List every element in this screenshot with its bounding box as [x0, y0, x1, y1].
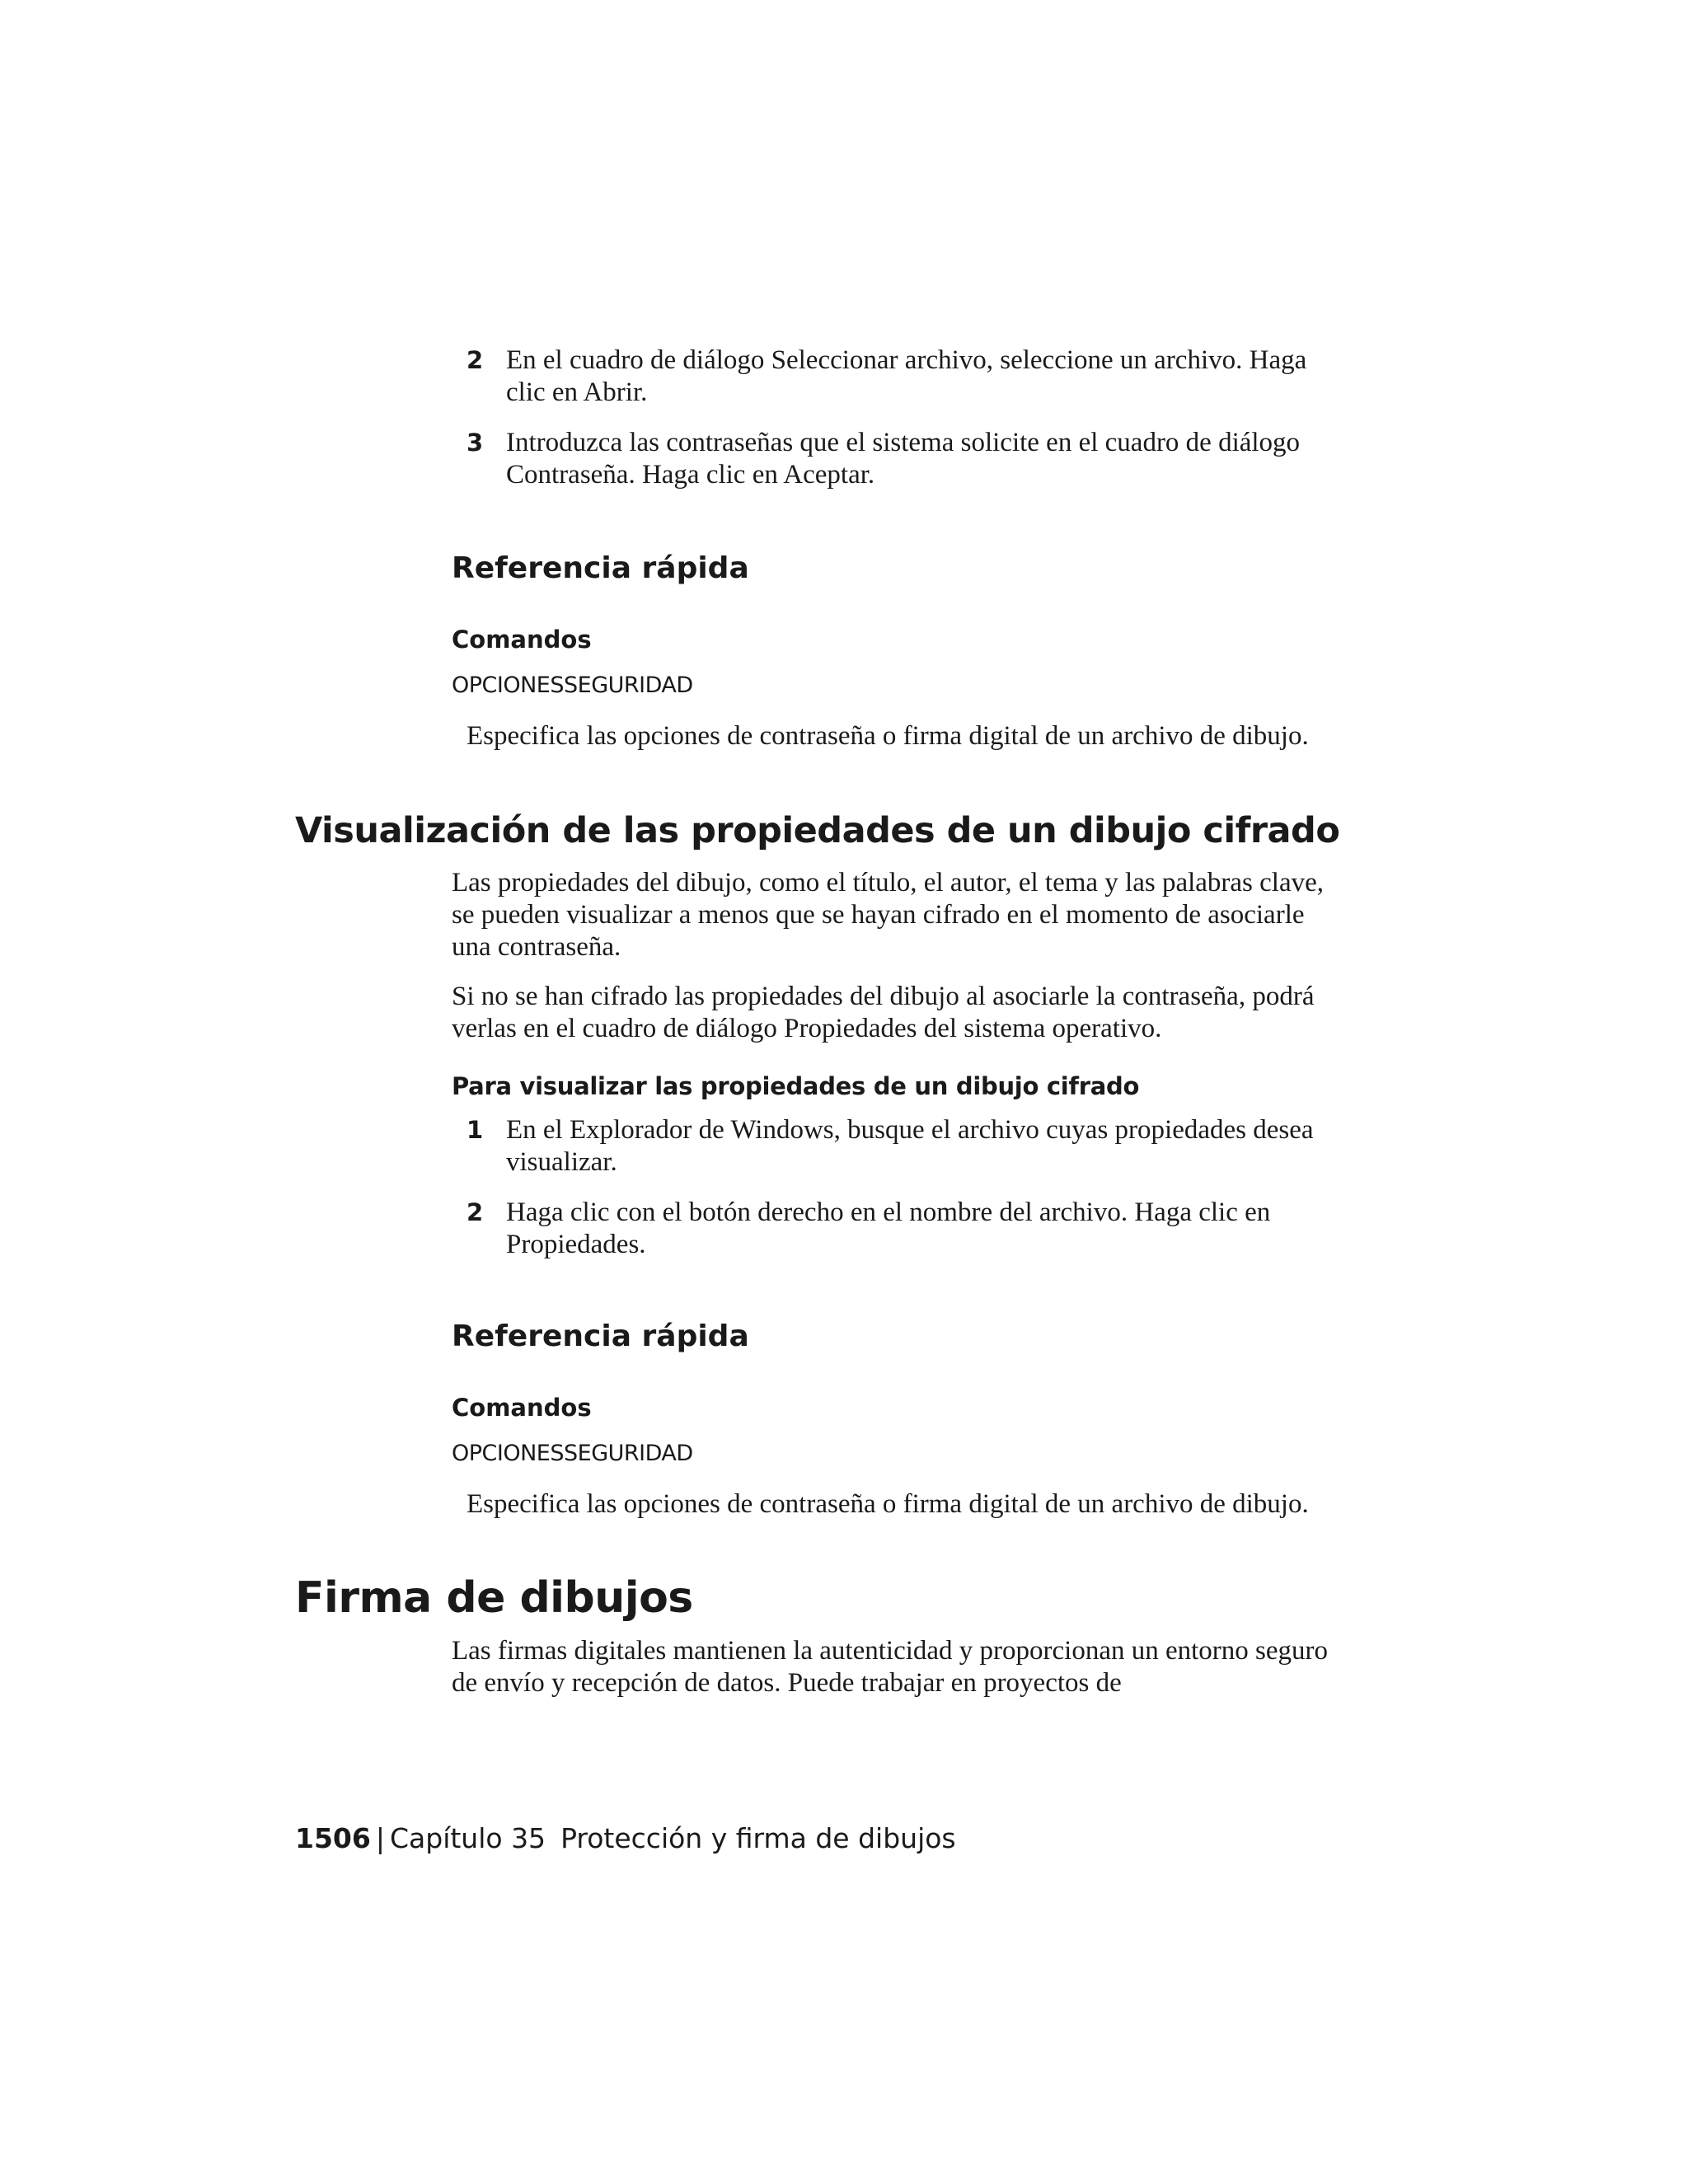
step-number: 1: [467, 1116, 484, 1144]
page-number: 1506: [295, 1822, 371, 1854]
step-item: [452, 1197, 1342, 1263]
commands-label: Comandos: [452, 626, 592, 654]
step-number: 3: [467, 429, 484, 457]
command-name: OPCIONESSEGURIDAD: [452, 1441, 693, 1466]
quick-reference-heading: Referencia rápida: [452, 1319, 749, 1353]
step-text: Introduzca las contraseñas que el sistema solicite en el cuadro de diálogo Contraseña. Haga clic en Aceptar.: [506, 428, 1301, 490]
chapter-label: Capítulo 35: [389, 1822, 546, 1854]
step-item: [452, 427, 1342, 493]
page-footer: [295, 1821, 956, 1856]
command-description: Especifica las opciones de contraseña o firma digital de un archivo de dibujo.: [467, 1489, 1309, 1519]
procedure-heading: Para visualizar las propiedades de un dibujo cifrado: [452, 1072, 1140, 1100]
paragraph: Si no se han cifrado las propiedades del dibujo al asociarle la contraseña, podrá verlas en el cuadro de diálogo Propiedades del sistema operativo.: [452, 982, 1315, 1043]
command-description: Especifica las opciones de contraseña o firma digital de un archivo de dibujo.: [467, 721, 1309, 751]
paragraph: Las propiedades del dibujo, como el título, el autor, el tema y las palabras clave, se pueden visualizar a menos que se hayan cifrado en el momento de asociarle una contraseña.: [452, 868, 1324, 962]
commands-label: Comandos: [452, 1394, 592, 1422]
step-text: Haga clic con el botón derecho en el nombre del archivo. Haga clic en Propiedades.: [506, 1197, 1271, 1259]
footer-separator: |: [375, 1822, 385, 1854]
step-text: En el cuadro de diálogo Seleccionar archivo, seleccione un archivo. Haga clic en Abrir.: [506, 345, 1307, 407]
chapter-title: Protección y firma de dibujos: [560, 1822, 956, 1854]
paragraph: Las firmas digitales mantienen la autenticidad y proporcionan un entorno seguro de envío y recepción de datos. Puede trabajar en proyectos de: [452, 1636, 1329, 1698]
quick-reference-heading: Referencia rápida: [452, 551, 749, 585]
step-item: [452, 344, 1342, 410]
step-number: 2: [467, 346, 484, 374]
section-heading: Visualización de las propiedades de un dibujo cifrado: [295, 810, 1340, 851]
section-heading: Firma de dibujos: [295, 1573, 693, 1623]
step-text: En el Explorador de Windows, busque el archivo cuyas propiedades desea visualizar.: [506, 1115, 1314, 1177]
step-number: 2: [467, 1198, 484, 1226]
command-name: OPCIONESSEGURIDAD: [452, 673, 693, 698]
step-item: [452, 1114, 1342, 1180]
